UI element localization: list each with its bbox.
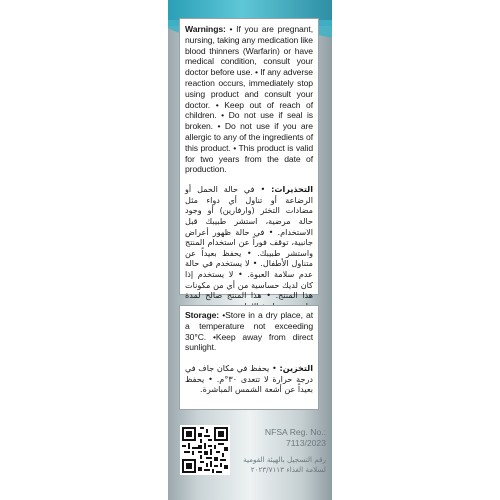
warnings-body-ar: • في حالة الحمل أو الرضاعة أو تناول أي دواء مثل مضادات التخثر (وارفارين) أو وجود حالة مرضية، استشر طبيبك قبل الاستخدام. • في حالة ظهور أعراض جانبية، توقف فوراً عن استخدام المنتج واستشر طبيبك. • يحفظ بعيداً عن متناول الأطفال. • لا يستخدم في حالة عدم سلامة العبوة. • لا يستخدم إذا كان لديك حساسية من أي من مكونات هذا المنتج. • هذا المنتج صالح لمدة (185, 184, 313, 301)
registration-arabic: رقم التسجيل بالهيئة القومية لسلامة الغذاء ٢٠٢٣/٧١١٣ (243, 455, 326, 474)
registration-value: 7113/2023 (286, 437, 326, 448)
qr-code-icon (180, 425, 230, 475)
registration-number (242, 427, 326, 448)
storage-heading: Storage: (185, 310, 220, 320)
warnings-english (185, 24, 313, 175)
storage-body-ar: • يحفظ في مكان جاف في درجة حرارة لا تتعدى ٣٠°م. • يحفظ بعيداً عن أشعة الشمس المباشرة. (185, 363, 314, 395)
storage-panel (179, 305, 319, 410)
warnings-panel (179, 18, 319, 301)
storage-arabic (185, 363, 313, 395)
storage-english (185, 310, 313, 353)
background-right (332, 0, 500, 500)
background-left (0, 0, 168, 500)
warnings-body: • If you are pregnant, nursing, taking any medication like blood thinners (Warfarin) or have medical condition, consult your doctor before use. • If any adverse reaction occurs, immediately stop using product and consult your doctor. • Keep out of reach of children. • Do not use if seal is broken. • Do not use if you are allergic to any of the ingredients of this product. • This product is valid for two years from the date of production. (185, 24, 313, 175)
warnings-heading-ar: التحذيرات: (271, 184, 313, 195)
registration-label: NFSA Reg. No.: (264, 427, 326, 437)
warnings-arabic (185, 184, 313, 311)
storage-body: •Store in a dry place, at a temperature not exceeding 30°C. •Keep away from direct sunlight. (185, 310, 313, 353)
storage-heading-ar: التخزين: (279, 363, 313, 374)
warnings-heading: Warnings: (185, 24, 226, 34)
product-box-side (168, 0, 332, 500)
